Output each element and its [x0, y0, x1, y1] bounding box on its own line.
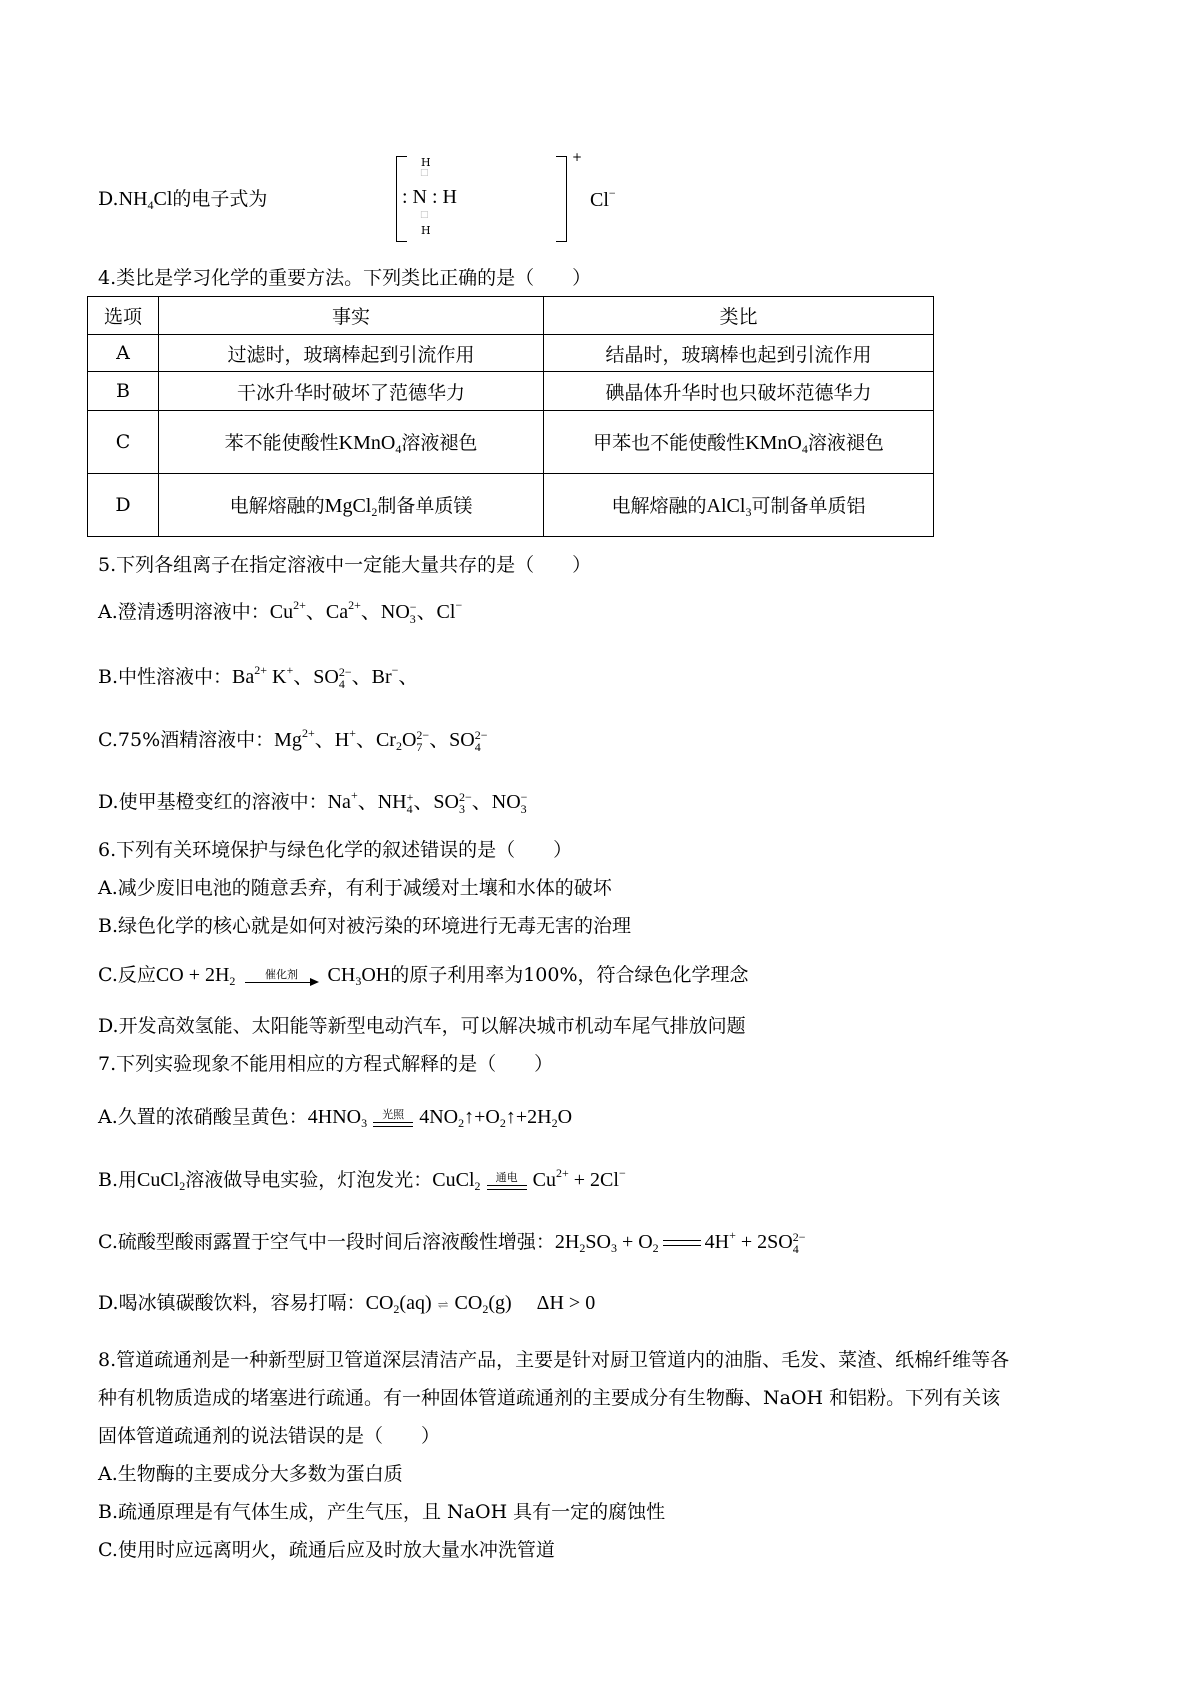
bottom-electron-pair: □	[420, 210, 429, 220]
bottom-hydrogen: H	[421, 224, 431, 237]
q7-option-c: C.硫酸型酸雨露置于空气中一段时间后溶液酸性增强：$2H_2SO_3 + O_2$ 4H+ + 2SO 2− 4	[98, 1228, 806, 1257]
q4-table	[87, 296, 934, 537]
top-electron-pair: □	[420, 168, 429, 178]
central-nitrogen: : N : H	[402, 186, 457, 208]
q5-option-d: D.使甲基橙变红的溶液中：Na+、NH + 4 、SO 2− 3 、NO − 3	[98, 788, 528, 817]
table-row: B 干冰升华时破坏了范德华力 碘晶体升华时也只破坏范德华力	[88, 372, 934, 411]
q5-option-c: C.75%酒精溶液中：$Mg^{2+}$、H+、$Cr_2O$ 2− 7 、SO 2− 4	[98, 726, 488, 755]
cation-charge: +	[572, 150, 583, 164]
q5-option-a: A.澄清透明溶液中：$Cu^{2+}$、$Ca^{2+}$、NO − 3 、Cl−	[98, 598, 463, 627]
q4-stem: 4.类比是学习化学的重要方法。下列类比正确的是（ ）	[98, 267, 592, 289]
q6-option-a: A.减少废旧电池的随意丢弃，有利于减缓对土壤和水体的破坏	[98, 877, 612, 899]
reversible-arrow-icon: ⇌	[437, 1298, 449, 1313]
q5-option-b: B.中性溶液中：$Ba^{2+}$ K+、SO 2− 4 、Br−、	[98, 663, 419, 692]
q6-option-b: B.绿色化学的核心就是如何对被污染的环境进行无毒无害的治理	[98, 915, 632, 937]
chloride-ion: Cl−	[590, 186, 616, 211]
q8-stem-line3: 固体管道疏通剂的说法错误的是（ ）	[98, 1425, 441, 1447]
top-hydrogen: H	[421, 156, 431, 169]
right-bracket	[556, 156, 567, 242]
q6-option-d: D.开发高效氢能、太阳能等新型电动汽车，可以解决城市机动车尾气排放问题	[98, 1015, 746, 1037]
q8-stem-line1: 8.管道疏通剂是一种新型厨卫管道深层清洁产品，主要是针对厨卫管道内的油脂、毛发、菜渣、纸棉纤维等各	[98, 1349, 1010, 1371]
electron-formula	[288, 150, 616, 246]
q7-option-d: D.喝冰镇碳酸饮料，容易打嗝：$CO_2(aq)$ ⇌ $CO_2(g)$ ΔH > 0	[98, 1292, 596, 1316]
q7-stem: 7.下列实验现象不能用相应的方程式解释的是（ ）	[98, 1053, 554, 1075]
table-row: C 苯不能使酸性KMnO$_4$溶液褪色 甲苯也不能使酸性KMnO$_4$溶液褪色	[88, 411, 934, 474]
table-row: D 电解熔融的MgCl$_2$制备单质镁 电解熔融的AlCl$_3$可制备单质铝	[88, 474, 934, 537]
table-header-row: 选项 事实 类比	[88, 297, 934, 335]
q5-stem: 5.下列各组离子在指定溶液中一定能大量共存的是（ ）	[98, 554, 592, 576]
q3-option-d: $D.NH_4Cl$的电子式为	[98, 188, 268, 212]
q6-option-c: C.反应CO + $2H_2$ 催化剂 $CH_3OH$的原子利用率为100%，符合绿色化学理念	[98, 964, 749, 988]
table-row: A 过滤时，玻璃棒起到引流作用 结晶时，玻璃棒也起到引流作用	[88, 335, 934, 372]
q6-stem: 6.下列有关环境保护与绿色化学的叙述错误的是（ ）	[98, 839, 573, 861]
q7-option-b: B.用CuCl$_2$溶液做导电实验，灯泡发光：CuCl$_2$ 通电 $Cu^{2+} + 2Cl^-$	[98, 1166, 626, 1193]
q8-option-c: C.使用时应远离明火，疏通后应及时放大量水冲洗管道	[98, 1539, 555, 1561]
q8-stem-line2: 种有机物质造成的堵塞进行疏通。有一种固体管道疏通剂的主要成分有生物酶、NaOH 和铝粉。下列有关该	[98, 1387, 1001, 1409]
q8-option-b: B.疏通原理是有气体生成，产生气压，且 NaOH 具有一定的腐蚀性	[98, 1501, 666, 1523]
q8-option-a: A.生物酶的主要成分大多数为蛋白质	[98, 1463, 403, 1485]
q7-option-a: A.久置的浓硝酸呈黄色：$4HNO_3$ 光照 $4NO_2↑+O_2↑+2H_2O$	[98, 1106, 573, 1130]
